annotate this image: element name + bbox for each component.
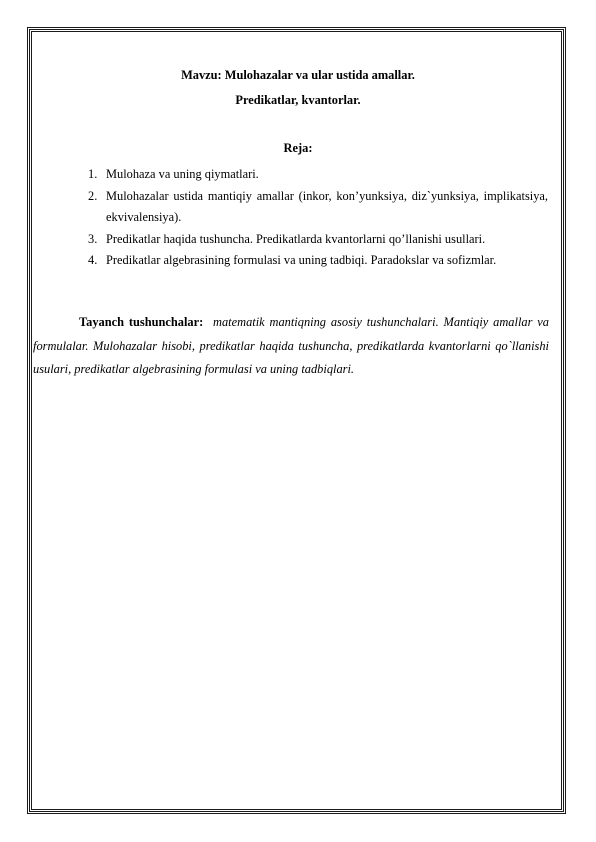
plan-item	[88, 229, 548, 251]
plan-item	[88, 250, 548, 272]
topic-title: Mavzu: Mulohazalar va ular ustida amallar.	[181, 68, 415, 82]
keywords-text: matematik mantiqning asosiy tushunchalari. Mantiqiy amallar va formulalar. Mulohazalar hisobi, predikatlar haqida tushuncha, predikatlarda kvantorlarni qo`llanishi usulari, predikatlar algebrasining formulasi va uning tadbiqlari.	[33, 315, 549, 376]
plan-item-number: 3.	[88, 231, 98, 246]
plan-heading: Reja:	[283, 141, 313, 155]
plan-item-number: 4.	[88, 253, 98, 267]
keywords-paragraph	[33, 311, 549, 382]
topic-subtitle: Predikatlar, kvantorlar.	[235, 93, 361, 107]
plan-item-text: Predikatlar algebrasining formulasi va uning tadbiqi. Paradokslar va sofizmlar.	[106, 253, 497, 267]
plan-list	[88, 164, 548, 272]
plan-item-text: Mulohazalar ustida mantiqiy amallar (inkor, kon’yunksiya, diz`yunksiya, implikatsiya, ekvivalensiya).	[106, 188, 548, 224]
plan-item-text: Predikatlar haqida tushuncha. Predikatlarda kvantorlarni qo’llanishi usullari.	[106, 231, 486, 246]
plan-item-text: Mulohaza va uning qiymatlari.	[106, 167, 259, 181]
keywords-label: Tayanch tushunchalar:	[79, 315, 204, 329]
plan-item	[88, 164, 548, 186]
plan-item-number: 2.	[88, 188, 98, 203]
plan-item	[88, 186, 548, 229]
plan-item-number: 1.	[88, 167, 98, 181]
